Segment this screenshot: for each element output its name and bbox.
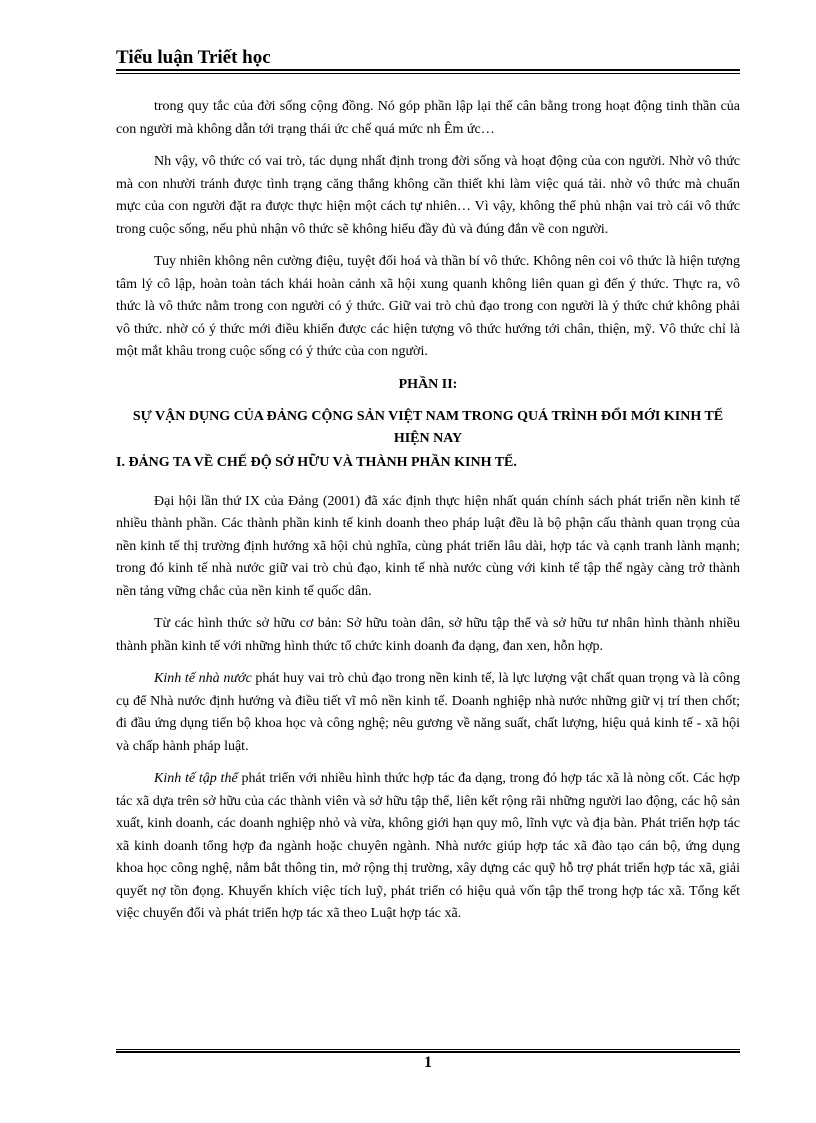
- header-rule-thin: [116, 73, 740, 74]
- header-rule: [116, 69, 740, 71]
- paragraph: Đại hội lần thứ IX của Đảng (2001) đã xác định thực hiện nhất quán chính sách phát triển nền kinh tế nhiều thành phần. Các thành phần kinh tế kinh doanh theo pháp luật đều là bộ phận cấu thành quan trọng của nền kinh tế thị trường định hướng xã hội chủ nghĩa, cùng phát triển lâu dài, hợp tác và cạnh tranh lành mạnh; trong đó kinh tế nhà nước giữ vai trò chủ đạo, kinh tế nhà nước cùng với kinh tế tập thể ngày càng trở thành nền tảng vững chắc của nền kinh tế quốc dân.: [116, 493, 740, 599]
- subsection-title: I. ĐẢNG TA VỀ CHẾ ĐỘ SỞ HỮU VÀ THÀNH PHẦN KINH TẾ.: [116, 455, 517, 470]
- paragraph: Tuy nhiên không nên cường điệu, tuyệt đối hoá và thần bí vô thức. Không nên coi vô thức là hiện tượng tâm lý cô lập, hoàn toàn tách khái hoàn cảnh xã hội xung quanh không liên quan gì đến ý thức. Thực ra, vô thức là vô thức nằm trong con người có ý thức. Giữ vai trò chủ đạo trong con người là ý thức chứ không phải vô thức. nhờ có ý thức mới điều khiển được các hiện tượng vô thức hướng tới chân, thiện, mỹ. Vô thức chỉ là một mắt khâu trong cuộc sống có ý thức của con người.: [116, 254, 740, 359]
- paragraph: trong quy tắc của đời sống cộng đồng. Nó góp phần lập lại thế cân bằng trong hoạt động tinh thần của con người mà không dẫn tới trạng thái ức chế quá mức nh Êm ức…: [116, 99, 740, 137]
- paragraph-text: phát huy vai trò chủ đạo trong nền kinh tế, là lực lượng vật chất quan trọng và là công cụ để Nhà nước định hướng và điều tiết vĩ mô nền kinh tế. Doanh nghiệp nhà nước những giữ vị trí then chốt; đi đầu ứng dụng tiến bộ khoa học và công nghệ; nêu gương về năng suất, chất lượng, hiệu quả kinh tế - xã hội và chấp hành pháp luật.: [116, 671, 741, 754]
- paragraph-lead: Kinh tế nhà nước: [154, 671, 252, 686]
- paragraph-lead: Kinh tế tập thể: [154, 771, 238, 786]
- paragraph-text: phát triển với nhiều hình thức hợp tác đa dạng, trong đó hợp tác xã là nòng cốt. Các hợp tác xã dựa trên sở hữu của các thành viên và sở hữu tập thể, liên kết rộng rãi những người lao động, các hộ sản xuất, kinh doanh, các doanh nghiệp nhỏ và vừa, không giới hạn quy mô, lĩnh vực và địa bàn. Phát triển hợp tác xã kinh doanh tổng hợp đa ngành hoặc chuyên ngành. Nhà nước giúp hợp tác xã đào tạo cán bộ, ứng dụng khoa học công nghệ, nắm bắt thông tin, mở rộng thị trường, xây dựng các quỹ hỗ trợ phát triển hợp tác xã, giải quyết nợ tồn đọng. Khuyến khích việc tích luỹ, phát triển có hiệu quả vốn tập thể trong hợp tác xã. Tổng kết việc chuyển đổi và phát triển hợp tác xã theo Luật hợp tác xã.: [116, 771, 741, 921]
- footer-rule-thin: [116, 1049, 740, 1050]
- page-header-title: Tiểu luận Triết học: [116, 47, 271, 68]
- footer-rule: [116, 1051, 740, 1053]
- paragraph: [116, 768, 740, 926]
- paragraph: Từ các hình thức sở hữu cơ bản: Sở hữu toàn dân, sở hữu tập thể và sở hữu tư nhân hình thành nhiều thành phần kinh tế với những hình thức tổ chức kinh doanh đa dạng, đan xen, hỗn hợp.: [116, 616, 740, 654]
- document-body: [116, 96, 740, 936]
- paragraph: [116, 668, 740, 758]
- page-number: 1: [424, 1054, 432, 1071]
- paragraph: Nh vậy, vô thức có vai trò, tác dụng nhất định trong đời sống và hoạt động của con người. Nhờ vô thức mà con nhười tránh được tình trạng căng thẳng không cần thiết khi làm việc quá tải. nhờ vô thức mà chuẩn mực của con người đặt ra được thực hiện một cách tự nhiên… Vì vậy, không thể phủ nhận vai trò cái vô thức trong cuộc sống, nếu phủ nhận vô thức sẽ không hiểu đầy đủ và đúng đắn về con người.: [116, 154, 740, 237]
- part-title: PHẦN II:: [398, 376, 458, 392]
- section-title: SỰ VẬN DỤNG CỦA ĐẢNG CỘNG SẢN VIỆT NAM TRONG QUÁ TRÌNH ĐỔI MỚI KINH TẾ HIỆN NAY: [132, 409, 724, 446]
